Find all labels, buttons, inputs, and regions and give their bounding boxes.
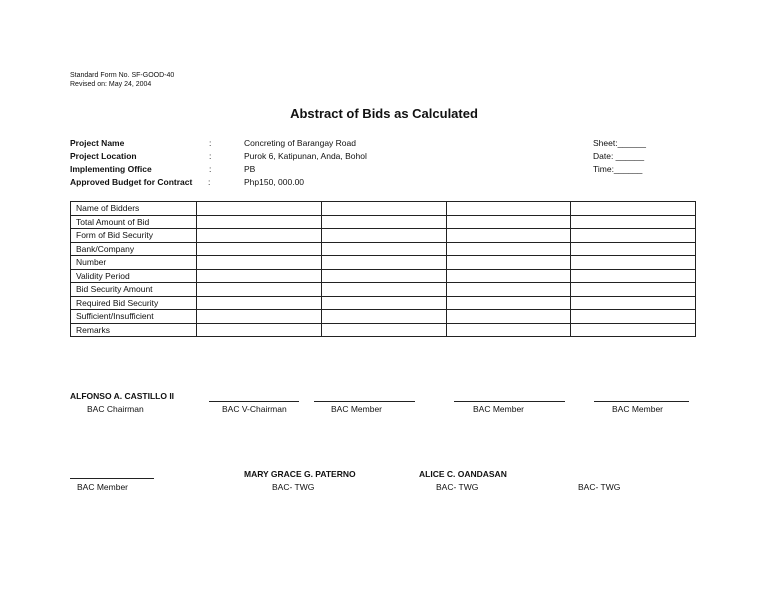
table-cell: [321, 229, 446, 243]
table-row: [71, 283, 696, 297]
table-cell: [321, 283, 446, 297]
row-label: Total Amount of Bid: [71, 215, 197, 229]
table-cell: [571, 323, 696, 337]
signature-line: [454, 401, 565, 402]
table-cell: [321, 310, 446, 324]
table-cell: [321, 215, 446, 229]
row-label: Bank/Company: [71, 242, 197, 256]
table-cell: [197, 229, 322, 243]
table-cell: [446, 215, 571, 229]
table-cell: [321, 296, 446, 310]
signatory-name: ALICE C. OANDASAN: [419, 469, 507, 479]
table-cell: [197, 215, 322, 229]
table-cell: [446, 310, 571, 324]
table-cell: [446, 283, 571, 297]
table-cell: [446, 296, 571, 310]
signatory-role: BAC Member: [612, 404, 664, 414]
table-cell: [197, 202, 322, 216]
row-label: Bid Security Amount: [71, 283, 197, 297]
sheet-field: Sheet:______: [593, 138, 646, 148]
signatory-role: BAC Member: [77, 482, 129, 492]
project-location-label: Project Location: [70, 151, 137, 161]
table-cell: [446, 202, 571, 216]
table-cell: [571, 202, 696, 216]
signatory-role: BAC- TWG: [272, 482, 315, 492]
signatory-role: BAC Member: [331, 404, 383, 414]
row-label: Remarks: [71, 323, 197, 337]
table-cell: [321, 242, 446, 256]
table-cell: [197, 242, 322, 256]
implementing-office-value: PB: [244, 164, 256, 174]
project-name-label: Project Name: [70, 138, 125, 148]
table-cell: [571, 242, 696, 256]
table-cell: [197, 323, 322, 337]
table-cell: [321, 202, 446, 216]
table-cell: [446, 269, 571, 283]
signature-line: [314, 401, 415, 402]
table-cell: [321, 256, 446, 270]
table-row: [71, 229, 696, 243]
signature-line: [594, 401, 689, 402]
signature-line: [209, 401, 299, 402]
colon: :: [208, 177, 211, 187]
signature-line: [70, 478, 154, 479]
table-cell: [571, 296, 696, 310]
table-row: [71, 242, 696, 256]
row-label: Name of Bidders: [71, 202, 197, 216]
approved-budget-label: Approved Budget for Contract: [70, 177, 193, 187]
table-row: [71, 269, 696, 283]
signatory-role: BAC Chairman: [87, 404, 144, 414]
table-cell: [571, 229, 696, 243]
table-cell: [571, 269, 696, 283]
table-cell: [321, 269, 446, 283]
signatory-role: BAC V-Chairman: [222, 404, 287, 414]
table-cell: [446, 229, 571, 243]
row-label: Form of Bid Security: [71, 229, 197, 243]
table-cell: [197, 283, 322, 297]
colon: :: [209, 164, 212, 174]
table-cell: [446, 323, 571, 337]
row-label: Sufficient/Insufficient: [71, 310, 197, 324]
table-cell: [321, 323, 446, 337]
date-field: Date: ______: [593, 151, 645, 161]
implementing-office-label: Implementing Office: [70, 164, 152, 174]
table-cell: [197, 256, 322, 270]
table-cell: [197, 310, 322, 324]
table-row: [71, 323, 696, 337]
row-label: Validity Period: [71, 269, 197, 283]
bids-table: [70, 201, 696, 337]
table-row: [71, 310, 696, 324]
signatory-name: ALFONSO A. CASTILLO II: [70, 391, 175, 401]
signatory-name: MARY GRACE G. PATERNO: [244, 469, 356, 479]
approved-budget-value: Php150, 000.00: [244, 177, 305, 187]
document-title: Abstract of Bids as Calculated: [290, 106, 478, 121]
project-name-value: Concreting of Barangay Road: [244, 138, 356, 148]
table-row: [71, 296, 696, 310]
colon: :: [209, 151, 212, 161]
signatory-role: BAC- TWG: [436, 482, 479, 492]
table-cell: [446, 242, 571, 256]
table-cell: [197, 269, 322, 283]
table-cell: [197, 296, 322, 310]
row-label: Number: [71, 256, 197, 270]
table-cell: [571, 215, 696, 229]
signatory-role: BAC Member: [473, 404, 525, 414]
revision-date: Revised on: May 24, 2004: [70, 81, 152, 88]
table-cell: [571, 283, 696, 297]
table-row: [71, 256, 696, 270]
table-row: [71, 215, 696, 229]
table-cell: [571, 256, 696, 270]
table-row: [71, 202, 696, 216]
colon: :: [209, 138, 212, 148]
signatory-role: BAC- TWG: [578, 482, 621, 492]
table-cell: [571, 310, 696, 324]
project-location-value: Purok 6, Katipunan, Anda, Bohol: [244, 151, 367, 161]
form-number: Standard Form No. SF-GOOD-40: [70, 72, 175, 79]
time-field: Time:______: [593, 164, 643, 174]
table-cell: [446, 256, 571, 270]
row-label: Required Bid Security: [71, 296, 197, 310]
